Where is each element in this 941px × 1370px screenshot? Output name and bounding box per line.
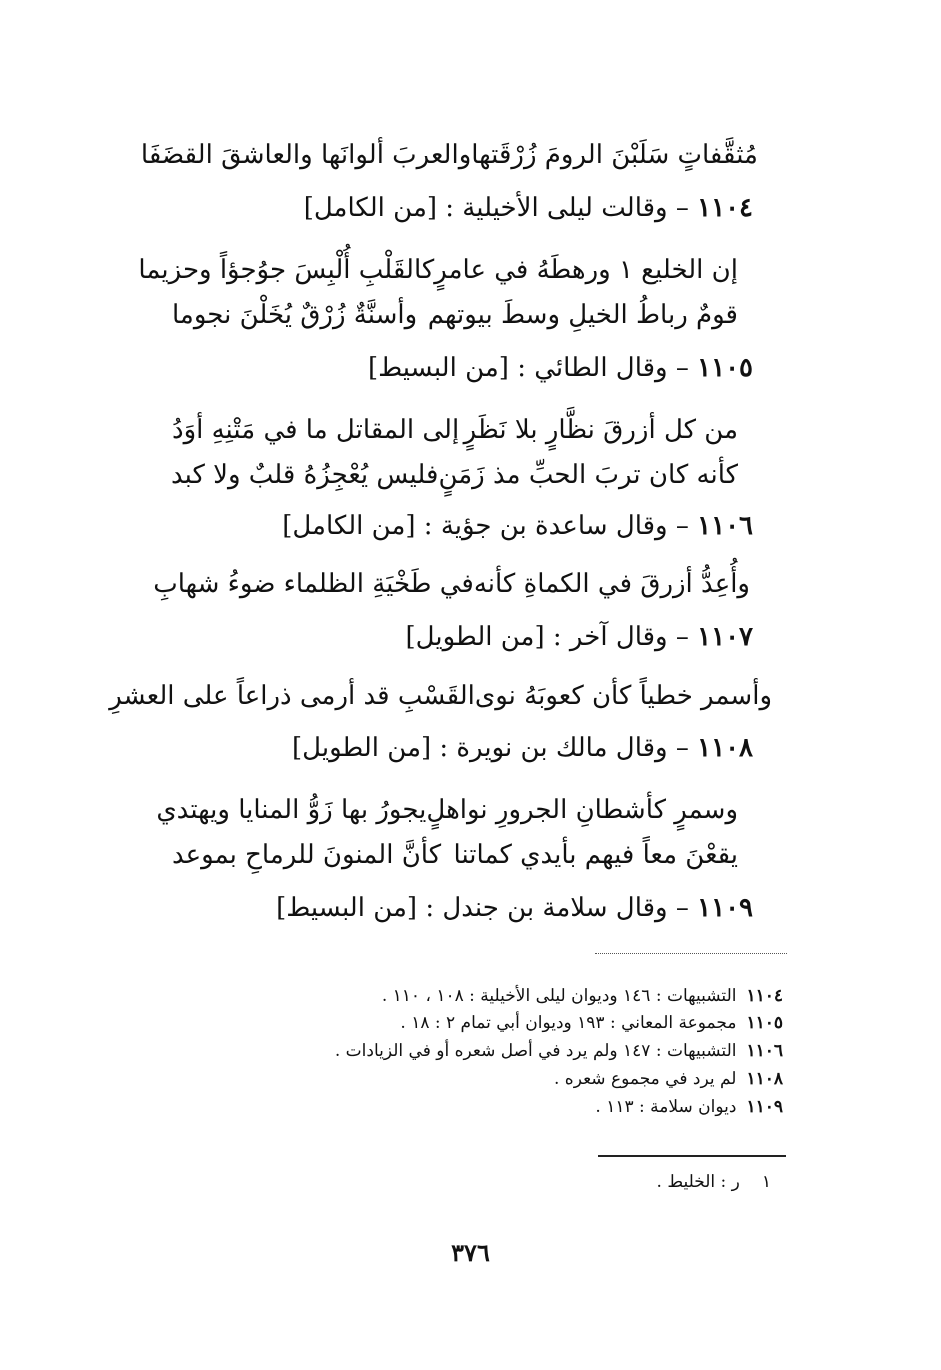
verse-line (156, 790, 738, 830)
note-text: ديوان سلامة : ١١٣ . (595, 1097, 737, 1117)
note-text: مجموعة المعاني : ١٩٣ وديوان أبي تمام ٢ : ١٨ . (400, 1013, 737, 1033)
notes-separator (595, 953, 787, 954)
note-number: ١١٠٤ (746, 986, 783, 1006)
note-number: ١١٠٥ (746, 1013, 783, 1033)
verse-hemistich-left: والعربَ ألوانَها والعاشقَ القضَفَا (140, 140, 472, 170)
verse-line (172, 295, 738, 335)
verse-hemistich-left: القَسْبِ قد أرمى ذراعاً على العشرِ (109, 681, 475, 711)
verse-hemistich-left: كأنَّ المنونَ للرماحِ بموعد (172, 840, 442, 870)
entry-heading-1106 (282, 511, 753, 541)
source-note (400, 1013, 783, 1033)
footnote-separator (598, 1155, 786, 1157)
verse-hemistich-right: قومٌ رباطُ الخيلِ وسطَ بيوتهم (427, 300, 738, 330)
verse-hemistich-left: إلى المقاتل ما في مَتْنِهِ أوَدُ (172, 415, 460, 445)
verse-hemistich-right: من كل أزرقَ نظَّارٍ بلا نَظَرٍ (463, 415, 738, 445)
entry-number: ١١٠٥ (697, 353, 753, 383)
entry-heading-1104 (304, 193, 753, 223)
page-number: ٣٧٦ (451, 1238, 490, 1267)
entry-heading-1108 (292, 733, 753, 763)
verse-hemistich-right: وسمرٍ كأشطانِ الجرورِ نواهلٍ (426, 795, 738, 825)
footnote-text: ر : الخليط . (656, 1172, 740, 1192)
entry-number: ١١٠٩ (697, 893, 753, 923)
verse-hemistich-right: مُثقَّفاتٍ سَلَبْنَ الرومَ زُرْقَتها (471, 140, 758, 170)
note-number: ١١٠٨ (746, 1069, 783, 1089)
verse-hemistich-right: يقعْنَ معاً فيهم بأيدي كماتنا (453, 840, 738, 870)
entry-number: ١١٠٤ (697, 193, 753, 223)
verse-hemistich-right: كأنه كان تربَ الحبِّ مذ زَمَنٍ (438, 460, 738, 490)
verse-hemistich-right: وأُعِدُّ أزرقَ في الكماةِ كأنه (473, 569, 750, 599)
footnote-marker: ١ (761, 1172, 771, 1192)
verse-hemistich-left: يجورُ بها زَوُّ المنايا ويهتدي (156, 795, 427, 825)
verse-hemistich-right: وأسمر خطياً كأن كعوبَهُ نوى (474, 681, 772, 711)
verse-line (153, 564, 750, 604)
entry-heading-1109 (276, 893, 753, 923)
note-number: ١١٠٦ (746, 1041, 783, 1061)
verse-line (140, 135, 758, 175)
entry-number: ١١٠٦ (697, 511, 753, 541)
verse-line (109, 676, 772, 716)
source-note (595, 1097, 783, 1117)
verse-hemistich-left: كالقَلْبِ أُلْبِسَ جوُجؤاً وحزيما (138, 255, 435, 285)
source-note (554, 1069, 783, 1089)
verse-line (138, 250, 738, 290)
verse-line (172, 835, 738, 875)
entry-intro: – وقال مالك بن نويرة : [من الطويل] (292, 733, 698, 763)
entry-heading-1105 (368, 353, 753, 383)
note-text: التشبيهات : ١٤٧ ولم يرد في أصل شعره أو في الزيادات . (334, 1041, 737, 1061)
entry-heading-1107 (406, 622, 753, 652)
verse-hemistich-right: إن الخليع ١ ورهطَهُ في عامرٍ (434, 255, 738, 285)
footnote (657, 1172, 771, 1192)
entry-intro: – وقال سلامة بن جندل : [من البسيط] (276, 893, 698, 923)
note-text: لم يرد في مجموع شعره . (554, 1069, 737, 1089)
entry-intro: – وقالت ليلى الأخيلية : [من الكامل] (303, 193, 698, 223)
verse-hemistich-left: فليس يُعْجِزُهُ قلبٌ ولا كبد (170, 460, 439, 490)
entry-number: ١١٠٨ (697, 733, 753, 763)
note-number: ١١٠٩ (746, 1097, 783, 1117)
entry-intro: – وقال الطائي : [من البسيط] (367, 353, 698, 383)
entry-intro: – وقال ساعدة بن جؤية : [من الكامل] (282, 511, 698, 541)
verse-line (172, 455, 738, 495)
source-note (335, 1041, 783, 1061)
verse-hemistich-left: في طَخْيَةِ الظلماء ضوءُ شهابِ (153, 569, 474, 599)
verse-hemistich-left: وأسنَّةٌ زُرْقٌ يُخَلْنَ نجوما (172, 300, 418, 330)
verse-line (172, 410, 738, 450)
entry-number: ١١٠٧ (697, 622, 753, 652)
source-note (382, 986, 783, 1006)
note-text: التشبيهات : ١٤٦ وديوان ليلى الأخيلية : ١٠٨ ، ١١٠ . (381, 986, 737, 1006)
entry-intro: – وقال آخر : [من الطويل] (405, 622, 698, 652)
